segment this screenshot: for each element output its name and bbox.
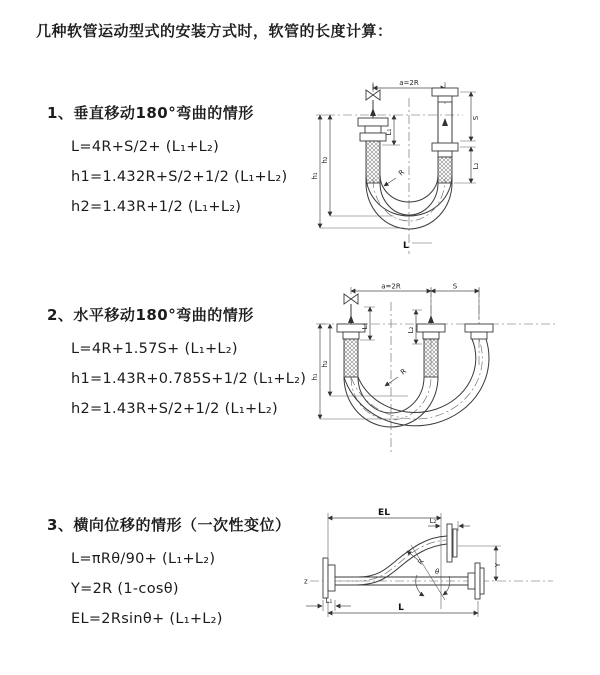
dimension-s xyxy=(460,92,480,141)
hose-curves xyxy=(344,339,489,427)
section-heading: 2、水平移动180°弯曲的情形 xyxy=(47,306,254,324)
diagram-horizontal-bend xyxy=(308,282,598,464)
section-lateral-displacement xyxy=(47,514,290,634)
section-vertical-bend xyxy=(47,102,287,222)
dim-label-h2: h₂ xyxy=(321,360,329,368)
dim-label-s: S xyxy=(452,282,458,291)
section-heading: 3、横向位移的情形（一次性变位） xyxy=(47,516,291,534)
dim-label-a2r: a=2R xyxy=(399,79,419,87)
formula-h1: h1=1.43R+0.785S+1/2 (L₁+L₂) xyxy=(71,371,307,387)
radius-label: R xyxy=(416,557,426,567)
hose-curves xyxy=(335,536,447,585)
dim-label-l: L xyxy=(398,603,404,613)
right-fitting xyxy=(432,88,458,183)
section-heading: 1、垂直移动180°弯曲的情形 xyxy=(47,104,254,122)
formula-el: EL=2Rsinθ+ (L₁+L₂) xyxy=(71,611,223,627)
hose-braid xyxy=(344,339,358,377)
dim-label-h2: h₂ xyxy=(321,156,329,164)
dim-label-l1: L₁ xyxy=(361,322,369,330)
length-callout xyxy=(403,241,432,251)
radius-label: R xyxy=(399,367,409,377)
dim-label-s: S xyxy=(472,115,480,121)
movement-arrow xyxy=(428,315,434,323)
movement-arrow xyxy=(370,108,376,116)
diagram-vertical-bend xyxy=(308,76,593,256)
dim-label-el: EL xyxy=(378,508,390,518)
dimension-el xyxy=(328,508,441,557)
left-fitting xyxy=(358,108,388,183)
middle-fitting xyxy=(417,315,445,377)
section-horizontal-bend xyxy=(47,304,306,424)
hose-braid xyxy=(424,339,438,377)
centerlines xyxy=(310,513,553,609)
page-title: 几种软管运动型式的安装方式时，软管的长度计算： xyxy=(36,22,393,40)
left-flange xyxy=(323,558,335,598)
formula-h2: h2=1.43R+S/2+1/2 (L₁+L₂) xyxy=(71,401,278,417)
radius-callout xyxy=(385,367,408,386)
upper-right-flange xyxy=(447,524,457,562)
radius-callout xyxy=(384,168,406,186)
lower-right-flange xyxy=(468,563,484,599)
angle-construction xyxy=(411,545,450,600)
movement-arrow xyxy=(348,315,354,323)
dim-label-h1: h₁ xyxy=(311,172,319,180)
dim-label-a2r: a=2R xyxy=(381,282,401,291)
formula-h1: h1=1.432R+S/2+1/2 (L₁+L₂) xyxy=(71,169,288,185)
hose-braid xyxy=(366,141,380,183)
formula-length: L=4R+1.57S+ (L₁+L₂) xyxy=(71,341,238,357)
formula-length: L=πRθ/90+ (L₁+L₂) xyxy=(71,551,216,567)
dim-label-l2: L₂ xyxy=(429,517,437,525)
formula-y: Y=2R (1-cosθ) xyxy=(71,581,179,597)
dimension-h2 xyxy=(321,115,394,216)
break-mark: z xyxy=(304,577,308,586)
formula-length: L=4R+S/2+ (L₁+L₂) xyxy=(71,139,220,155)
radius-label: R xyxy=(397,168,407,178)
dim-label-l1: L₁ xyxy=(385,128,393,136)
dim-label-l2: L₂ xyxy=(472,162,480,170)
diagram-lateral-displacement xyxy=(298,503,600,645)
dimension-l2 xyxy=(454,147,480,183)
dim-label-h1: h₁ xyxy=(311,373,319,381)
dim-label-l1: L₁ xyxy=(325,597,333,605)
length-label: L xyxy=(403,241,409,251)
dimension-l xyxy=(328,601,478,617)
dimension-h2 xyxy=(321,324,408,396)
movement-arrow xyxy=(442,118,448,126)
angle-label: θ xyxy=(435,568,440,576)
right-fitting xyxy=(465,324,493,339)
dimension-l1 xyxy=(306,597,351,611)
dim-label-y: Y xyxy=(494,562,502,568)
dimension-s xyxy=(431,283,479,292)
dimension-l1 xyxy=(360,307,375,340)
dim-label-l2: L₂ xyxy=(407,326,415,334)
formula-h2: h2=1.43R+1/2 (L₁+L₂) xyxy=(71,199,242,215)
